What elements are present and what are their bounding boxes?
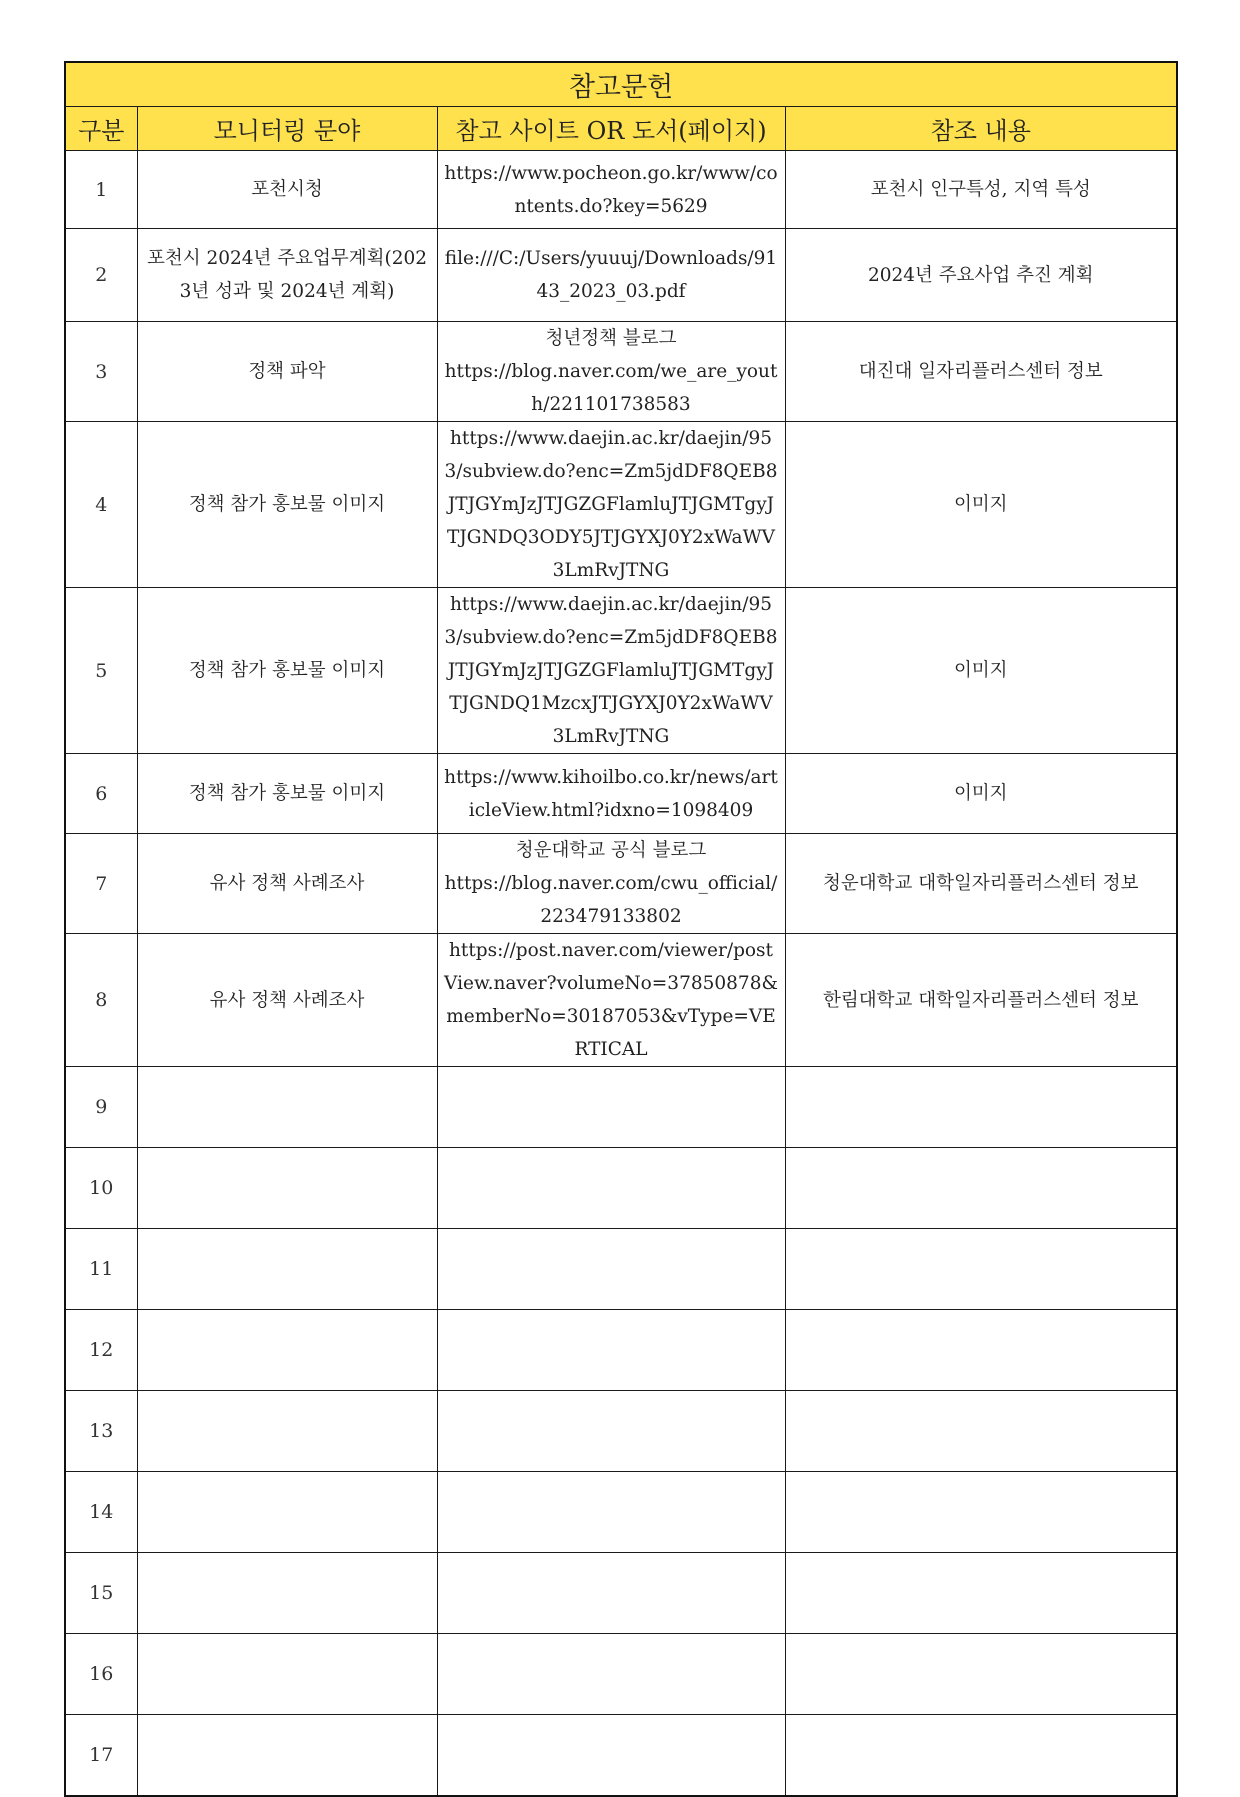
reference-source-cell <box>437 151 785 229</box>
monitoring-area-cell: 정책 참가 홍보물 이미지 <box>137 754 437 834</box>
source-link[interactable]: https://www.pocheon.go.kr/www/contents.do?key=5629 <box>444 162 778 217</box>
table-row <box>65 1634 1177 1715</box>
source-link[interactable]: file:///C:/Users/yuuuj/Downloads/9143_2023_03.pdf <box>444 248 778 302</box>
table-row <box>65 151 1177 229</box>
row-number: 17 <box>65 1715 137 1796</box>
source-label: 청년정책 블로그 <box>545 328 677 349</box>
reference-source-cell <box>437 322 785 422</box>
monitoring-area-cell <box>137 1067 437 1148</box>
row-number: 4 <box>65 422 137 588</box>
row-number: 1 <box>65 151 137 229</box>
source-link[interactable]: https://post.naver.com/viewer/postView.naver?volumeNo=37850878&memberNo=30187053&vType=VERTICAL <box>444 940 778 1060</box>
row-number: 5 <box>65 588 137 754</box>
reference-content-cell: 포천시 인구특성, 지역 특성 <box>785 151 1177 229</box>
table-row <box>65 422 1177 588</box>
row-number: 14 <box>65 1472 137 1553</box>
source-link[interactable]: https://www.kihoilbo.co.kr/news/articleView.html?idxno=1098409 <box>444 766 778 821</box>
reference-source-cell <box>437 1310 785 1391</box>
source-label: 청운대학교 공식 블로그 <box>515 840 707 861</box>
monitoring-area-cell <box>137 1229 437 1310</box>
monitoring-area-cell <box>137 1472 437 1553</box>
reference-source-cell <box>437 1148 785 1229</box>
monitoring-area-cell: 포천시청 <box>137 151 437 229</box>
row-number: 11 <box>65 1229 137 1310</box>
table-row <box>65 1715 1177 1796</box>
table-body <box>65 151 1177 1796</box>
column-header-reference-content: 참조 내용 <box>785 107 1177 151</box>
reference-content-cell <box>785 1148 1177 1229</box>
table-row <box>65 1553 1177 1634</box>
row-number: 7 <box>65 834 137 934</box>
row-number: 13 <box>65 1391 137 1472</box>
reference-content-cell <box>785 1715 1177 1796</box>
reference-source-cell <box>437 754 785 834</box>
row-number: 6 <box>65 754 137 834</box>
reference-source-cell <box>437 1715 785 1796</box>
monitoring-area-cell <box>137 1391 437 1472</box>
table-row <box>65 322 1177 422</box>
monitoring-area-cell: 정책 참가 홍보물 이미지 <box>137 422 437 588</box>
reference-source-cell <box>437 834 785 934</box>
table-row <box>65 834 1177 934</box>
source-link[interactable]: https://www.daejin.ac.kr/daejin/953/subview.do?enc=Zm5jdDF8QEB8JTJGYmJzJTJGZGFlamluJTJGMTgyJTJGNDQ1MzcxJTJGYXJ0Y2xWaWV3LmRvJTNG <box>444 594 778 747</box>
reference-source-cell <box>437 1553 785 1634</box>
table-row <box>65 1472 1177 1553</box>
table-row <box>65 1148 1177 1229</box>
reference-content-cell <box>785 1472 1177 1553</box>
table-row <box>65 934 1177 1067</box>
source-link[interactable]: https://www.daejin.ac.kr/daejin/953/subview.do?enc=Zm5jdDF8QEB8JTJGYmJzJTJGZGFlamluJTJGMTgyJTJGNDQ3ODY5JTJGYXJ0Y2xWaWV3LmRvJTNG <box>444 428 778 581</box>
reference-source-cell <box>437 588 785 754</box>
reference-source-cell <box>437 1634 785 1715</box>
reference-content-cell: 청운대학교 대학일자리플러스센터 정보 <box>785 834 1177 934</box>
reference-content-cell: 2024년 주요사업 추진 계획 <box>785 229 1177 322</box>
reference-source-cell <box>437 1067 785 1148</box>
reference-content-cell <box>785 1391 1177 1472</box>
source-link[interactable]: https://blog.naver.com/we_are_youth/221101738583 <box>444 361 778 415</box>
reference-content-cell: 이미지 <box>785 754 1177 834</box>
row-number: 10 <box>65 1148 137 1229</box>
monitoring-area-cell <box>137 1553 437 1634</box>
monitoring-area-cell <box>137 1715 437 1796</box>
table-row <box>65 1229 1177 1310</box>
column-header-reference-source: 참고 사이트 OR 도서(페이지) <box>437 107 785 151</box>
row-number: 9 <box>65 1067 137 1148</box>
table-row <box>65 1310 1177 1391</box>
reference-source-cell <box>437 934 785 1067</box>
monitoring-area-cell <box>137 1310 437 1391</box>
reference-content-cell <box>785 1553 1177 1634</box>
reference-content-cell: 이미지 <box>785 588 1177 754</box>
column-header-category: 구분 <box>65 107 137 151</box>
monitoring-area-cell <box>137 1634 437 1715</box>
reference-content-cell: 대진대 일자리플러스센터 정보 <box>785 322 1177 422</box>
reference-content-cell <box>785 1634 1177 1715</box>
table-row <box>65 229 1177 322</box>
monitoring-area-cell: 포천시 2024년 주요업무계획(2023년 성과 및 2024년 계획) <box>137 229 437 322</box>
table-row <box>65 1391 1177 1472</box>
monitoring-area-cell: 유사 정책 사례조사 <box>137 834 437 934</box>
reference-content-cell: 이미지 <box>785 422 1177 588</box>
reference-source-cell <box>437 1391 785 1472</box>
monitoring-area-cell <box>137 1148 437 1229</box>
monitoring-area-cell: 정책 파악 <box>137 322 437 422</box>
table-title: 참고문헌 <box>65 62 1177 107</box>
reference-content-cell <box>785 1310 1177 1391</box>
table-header-row <box>65 107 1177 151</box>
column-header-monitoring-area: 모니터링 문야 <box>137 107 437 151</box>
row-number: 12 <box>65 1310 137 1391</box>
row-number: 16 <box>65 1634 137 1715</box>
monitoring-area-cell: 정책 참가 홍보물 이미지 <box>137 588 437 754</box>
table-row <box>65 588 1177 754</box>
table-row <box>65 1067 1177 1148</box>
row-number: 8 <box>65 934 137 1067</box>
reference-source-cell <box>437 1472 785 1553</box>
reference-content-cell <box>785 1067 1177 1148</box>
row-number: 3 <box>65 322 137 422</box>
table-title-row <box>65 62 1177 107</box>
table-row <box>65 754 1177 834</box>
reference-source-cell <box>437 229 785 322</box>
source-link[interactable]: https://blog.naver.com/cwu_official/223479133802 <box>444 873 778 927</box>
row-number: 15 <box>65 1553 137 1634</box>
monitoring-area-cell: 유사 정책 사례조사 <box>137 934 437 1067</box>
reference-source-cell <box>437 422 785 588</box>
reference-content-cell <box>785 1229 1177 1310</box>
row-number: 2 <box>65 229 137 322</box>
reference-source-cell <box>437 1229 785 1310</box>
reference-content-cell: 한림대학교 대학일자리플러스센터 정보 <box>785 934 1177 1067</box>
reference-table <box>64 61 1178 1797</box>
